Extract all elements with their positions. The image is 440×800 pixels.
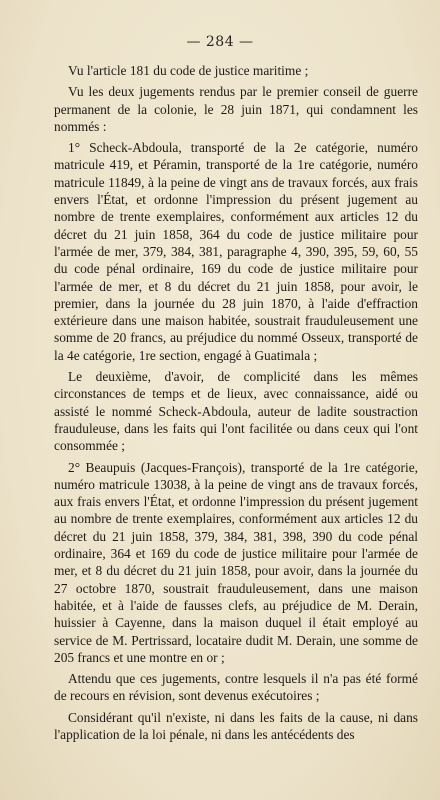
paragraph: Attendu que ces jugements, contre lesquels il n'a pas été formé de recours en révision, sont devenus exécutoires ; xyxy=(54,671,418,704)
paragraph: Vu les deux jugements rendus par le premier conseil de guerre permanent de la colonie, le 28 juin 1871, qui condamnent les nommés : xyxy=(54,84,418,134)
paragraph: Considérant qu'il n'existe, ni dans les faits de la cause, ni dans l'application de la loi pénale, ni dans les antécédents des xyxy=(54,709,418,742)
paragraph: 1° Scheck-Abdoula, transporté de la 2e catégorie, numéro matricule 419, et Péramin, transporté de la 1re catégorie, numéro matricule 11849, à la peine de vingt ans de travaux forcés, aux frais envers l'État, et ordonne l'impression du présent jugement au nombre de trente exemplaires, conformément aux articles 12 du décret du 21 juin 1858, 364 du code de justice militaire pour l'armée de mer, 379, 384, 381, paragraphe 4, 390, 395, 59, 60, 55 du code pénal ordinaire, 169 du code de justice militaire pour l'armée de mer, et 8 du décret du 21 juin 1858, pour avoir, le premier, dans la journée du 28 juin 1870, à l'aide d'effraction extérieure dans une maison habitée, soustrait frauduleusement une somme de 20 francs, au préjudice du nommé Osseux, transporté de la 4e catégorie, 1re section, engagé à Guatimala ; xyxy=(54,140,418,363)
paragraph: 2° Beaupuis (Jacques-François), transporté de la 1re catégorie, numéro matricule 13038, à la peine de vingt ans de travaux forcés, aux frais envers l'État, et ordonne l'impression du présent jugement au nombre de trente exemplaires, conformément aux articles 12 du décret du 21 juin 1858, 379, 384, 381, 398, 390 du code pénal ordinaire, 364 et 169 du code de justice militaire pour l'armée de mer, et 8 du décret du 21 juin 1858, pour avoir, dans la journée du 27 octobre 1870, soustrait frauduleusement, dans une maison habitée, et à l'aide de fausses clefs, au préjudice de M. Derain, huissier à Cayenne, dans la maison duquel il était employé au service de M. Pertrissard, locataire dudit M. Derain, une somme de 205 francs et une montre en or ; xyxy=(54,459,418,665)
body-text xyxy=(54,62,418,747)
page-number: — 284 — xyxy=(186,34,254,50)
paragraph: Vu l'article 181 du code de justice maritime ; xyxy=(68,63,309,78)
paragraph: Le deuxième, d'avoir, de complicité dans les mêmes circonstances de temps et de lieux, avec connaissance, aidé ou assisté le nommé Scheck-Abdoula, auteur de ladite soustraction frauduleuse, dans les faits qui l'ont facilitée ou dans ceux qui l'ont consommée ; xyxy=(54,369,418,454)
